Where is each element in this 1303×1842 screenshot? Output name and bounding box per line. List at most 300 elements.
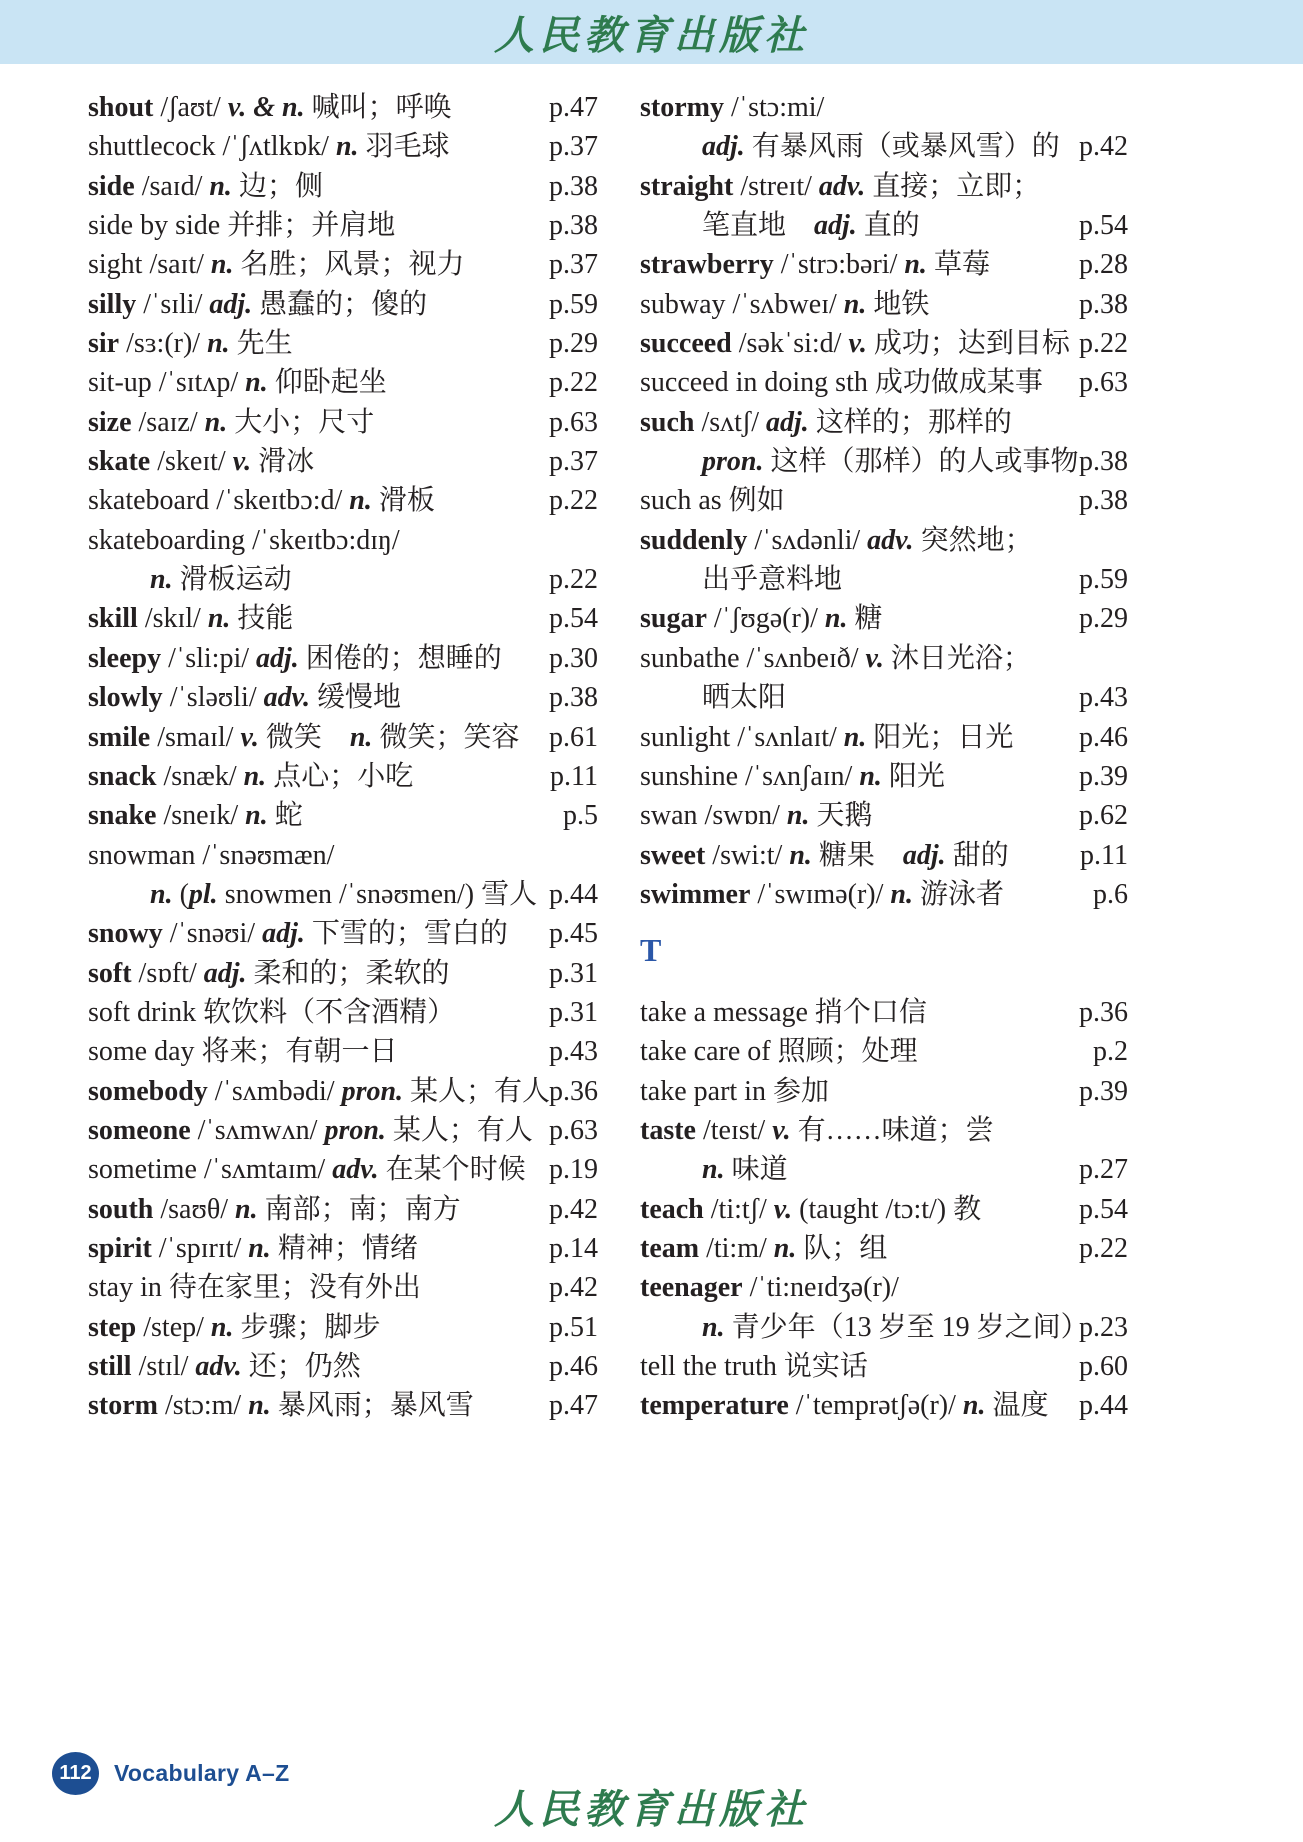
part-of-speech: n. <box>349 721 380 753</box>
chinese-gloss: 青少年（13 岁至 19 岁之间） <box>731 1311 1089 1343</box>
plain-text: succeed in doing sth <box>640 367 875 399</box>
vocab-entry <box>88 599 598 638</box>
vocab-entry <box>640 127 1128 166</box>
part-of-speech: n. <box>150 878 180 910</box>
plain-text: snowman /ˈsnəʊmæn/ <box>88 839 335 871</box>
page-ref: p.39 <box>1079 1075 1128 1107</box>
plain-text: /ti:m/ <box>699 1233 774 1265</box>
vocab-entry <box>640 1111 1128 1150</box>
plain-text: /swi:t/ <box>705 839 790 871</box>
part-of-speech: adj. <box>814 210 864 242</box>
entry-text <box>88 92 452 123</box>
plain-text: /ˈswɪmə(r)/ <box>750 878 891 910</box>
vocab-entry <box>88 127 598 166</box>
page-ref: p.19 <box>549 1154 598 1186</box>
entry-text <box>88 958 450 989</box>
vocab-entry <box>640 1072 1128 1111</box>
part-of-speech: pron. <box>324 1114 393 1146</box>
chinese-gloss: 南部；南；南方 <box>264 1193 461 1225</box>
entry-text <box>88 1272 421 1303</box>
headword: spirit <box>88 1232 152 1264</box>
part-of-speech: n. <box>859 760 889 792</box>
plain-text: side by side <box>88 210 228 242</box>
plain-text: sight /saɪt/ <box>88 249 211 281</box>
part-of-speech: n. <box>702 1154 732 1186</box>
page-ref: p.43 <box>1079 682 1128 714</box>
chinese-gloss: 待在家里；没有外出 <box>168 1272 421 1304</box>
entry-text <box>88 800 303 831</box>
chinese-gloss: 还；仍然 <box>248 1351 361 1382</box>
plain-text: /step/ <box>136 1311 211 1343</box>
part-of-speech: n. <box>204 406 235 438</box>
page-ref: p.27 <box>1079 1154 1128 1186</box>
entry-text <box>702 564 842 595</box>
vocab-entry <box>88 245 598 284</box>
vocab-entry <box>640 836 1128 875</box>
part-of-speech: n. <box>243 760 274 792</box>
vocab-entry <box>88 167 598 206</box>
page-ref: p.63 <box>1079 367 1128 399</box>
page-ref: p.22 <box>549 564 598 596</box>
chinese-gloss: 滑板 <box>378 485 435 517</box>
page-ref: p.30 <box>549 642 598 674</box>
page-ref: p.42 <box>549 1272 598 1304</box>
page-ref: p.61 <box>549 721 598 753</box>
vocab-entry <box>640 1268 1128 1307</box>
chinese-gloss: 喊叫；呼唤 <box>311 92 452 123</box>
vocab-entry <box>640 599 1128 638</box>
entry-text <box>640 1036 918 1067</box>
vocab-entry <box>88 1190 598 1229</box>
section-header <box>640 914 1128 993</box>
vocab-entry <box>88 914 598 953</box>
chinese-gloss: 微笑 <box>265 721 350 753</box>
vocab-entry <box>88 521 598 560</box>
vocab-entry <box>640 88 1128 127</box>
part-of-speech: adv. <box>263 682 317 714</box>
vocab-entry <box>640 481 1128 520</box>
entry-text <box>640 761 945 792</box>
entry-text <box>640 249 990 280</box>
entry-text <box>88 603 293 634</box>
part-of-speech: v. <box>232 446 259 478</box>
publisher-logo-bottom: 人民教育出版社 <box>494 1786 809 1833</box>
headword: south <box>88 1193 154 1225</box>
headword: taste <box>640 1115 696 1147</box>
headword: shout <box>88 92 154 123</box>
headword: storm <box>88 1390 158 1422</box>
entry-text <box>640 367 1043 398</box>
entry-text <box>88 1076 550 1107</box>
entry-text <box>88 1036 398 1067</box>
footer-section-label: Vocabulary A–Z <box>114 1760 290 1786</box>
chinese-gloss: 将来；有朝一日 <box>201 1036 398 1068</box>
plain-text: /saʊθ/ <box>153 1193 236 1225</box>
vocab-entry <box>640 796 1128 835</box>
part-of-speech: v. <box>240 721 266 753</box>
entry-text <box>702 131 1060 162</box>
part-of-speech: adj. <box>702 131 752 163</box>
plain-text: /streɪt/ <box>733 170 819 202</box>
vocab-entry <box>640 875 1128 914</box>
vocab-entry <box>88 954 598 993</box>
chinese-gloss: 边；侧 <box>238 170 323 202</box>
vocab-entry <box>88 88 598 127</box>
vocab-entry <box>640 1229 1128 1268</box>
page-ref: p.60 <box>1079 1351 1128 1383</box>
plain-text: swan /swɒn/ <box>640 800 787 832</box>
vocab-entry <box>640 1150 1128 1189</box>
entry-text <box>88 525 400 556</box>
page-ref: p.59 <box>1079 564 1128 596</box>
page-number-badge: 112 <box>52 1752 99 1795</box>
part-of-speech: n. <box>349 485 379 517</box>
entry-text <box>88 407 374 438</box>
page-ref: p.38 <box>549 210 598 242</box>
vocab-entry <box>640 521 1128 560</box>
page-ref: p.2 <box>1093 1036 1128 1068</box>
chinese-gloss: 名胜；风景；视力 <box>240 249 465 281</box>
entry-text <box>88 722 519 753</box>
plain-text: /ˈsʌmwʌn/ <box>190 1114 325 1146</box>
plain-text: /ˈsʌdənli/ <box>747 524 868 556</box>
chinese-gloss: 天鹅 <box>816 800 873 832</box>
entry-text <box>88 446 314 477</box>
chinese-gloss: 有暴风雨（或暴风雪）的 <box>751 131 1060 163</box>
plain-text: /ti:tʃ/ <box>703 1193 774 1225</box>
part-of-speech: n. <box>824 603 855 635</box>
section-letter: T <box>640 932 662 969</box>
chinese-gloss: 教 <box>953 1193 982 1225</box>
entry-text <box>88 761 413 792</box>
plain-text: sometime /ˈsʌmtaɪm/ <box>88 1154 333 1186</box>
plain-text: /saɪd/ <box>134 170 210 202</box>
part-of-speech: adj. <box>766 406 816 438</box>
chinese-gloss: 这样（那样）的人或事物 <box>770 446 1079 478</box>
page-ref: p.44 <box>549 878 598 910</box>
chinese-gloss: 突然地； <box>920 524 1033 556</box>
vocab-entry <box>88 796 598 835</box>
part-of-speech: n. <box>245 800 275 832</box>
chinese-gloss: 这样的；那样的 <box>815 406 1012 438</box>
chinese-gloss: 羽毛球 <box>365 131 450 163</box>
chinese-gloss: 糖 <box>854 603 883 635</box>
plain-text: /stɔ:m/ <box>157 1390 249 1422</box>
part-of-speech: n. <box>209 170 239 202</box>
vocab-entry <box>640 1190 1128 1229</box>
headword: still <box>88 1351 132 1382</box>
plain-text: stay in <box>88 1272 169 1304</box>
entry-text <box>88 1233 418 1264</box>
chinese-gloss: 点心；小吃 <box>273 760 414 792</box>
chinese-gloss: 下雪的；雪白的 <box>311 918 508 950</box>
headword: sleepy <box>88 642 162 674</box>
plain-text: /saɪz/ <box>131 406 205 438</box>
part-of-speech: adj. <box>256 642 306 674</box>
part-of-speech: n. <box>702 1311 732 1343</box>
chinese-gloss: 说实话 <box>783 1351 868 1383</box>
chinese-gloss: 阳光；日光 <box>873 721 1014 753</box>
headword: slowly <box>88 682 163 714</box>
chinese-gloss: 直的 <box>863 210 920 242</box>
headword: smile <box>88 721 151 753</box>
vocab-entry <box>88 639 598 678</box>
plain-text: take a message <box>640 997 815 1029</box>
vocab-column-left <box>88 88 598 1426</box>
page-ref: p.51 <box>549 1311 598 1343</box>
chinese-gloss: 微笑；笑容 <box>379 721 520 753</box>
plain-text: /ʃaʊt/ <box>153 92 228 123</box>
page-ref: p.36 <box>1079 997 1128 1029</box>
chinese-gloss: 地铁 <box>873 288 930 320</box>
page-ref: p.22 <box>549 367 598 399</box>
page-ref: p.37 <box>549 131 598 163</box>
headword: step <box>88 1311 137 1343</box>
entry-text <box>88 289 427 320</box>
chinese-gloss: 沐日光浴； <box>890 642 1031 674</box>
page-ref: p.14 <box>549 1232 598 1264</box>
vocab-entry <box>88 875 598 914</box>
entry-text <box>88 1390 474 1421</box>
page-ref: p.44 <box>1079 1390 1128 1422</box>
part-of-speech: n. <box>207 328 237 360</box>
entry-text <box>640 1351 868 1382</box>
chinese-gloss: 成功做成某事 <box>874 367 1043 399</box>
chinese-gloss: 晒太阳 <box>702 682 787 714</box>
plain-text: ( <box>179 878 189 910</box>
page-ref: p.37 <box>549 249 598 281</box>
page-ref: p.54 <box>1079 210 1128 242</box>
footer <box>52 1752 289 1795</box>
plain-text: sunbathe /ˈsʌnbeɪð/ <box>640 642 866 674</box>
plain-text: sunshine /ˈsʌnʃaɪn/ <box>640 760 860 792</box>
headword: skill <box>88 603 138 635</box>
part-of-speech: n. <box>248 1390 278 1422</box>
vocab-entry <box>640 1032 1128 1071</box>
vocab-entry <box>640 1308 1128 1347</box>
headword: suddenly <box>640 524 748 556</box>
plain-text: snowmen /ˈsnəʊmen/) <box>224 878 482 910</box>
part-of-speech: n. <box>962 1390 993 1422</box>
page-ref: p.46 <box>1079 721 1128 753</box>
page-ref: p.39 <box>1079 760 1128 792</box>
entry-text <box>640 289 929 320</box>
vocab-entry <box>640 167 1128 206</box>
publisher-logo: 人民教育出版社 <box>494 11 809 59</box>
page-ref: p.46 <box>549 1351 598 1382</box>
plain-text: /ˈsʌmbədi/ <box>207 1075 342 1107</box>
page-ref: p.31 <box>549 996 598 1028</box>
headword: team <box>640 1233 700 1265</box>
plain-text: subway /ˈsʌbweɪ/ <box>640 288 844 320</box>
plain-text: take part in <box>640 1075 773 1107</box>
page-ref: p.22 <box>1079 328 1128 360</box>
headword: snack <box>88 760 157 792</box>
plain-text: /sʌtʃ/ <box>694 406 767 438</box>
page-ref: p.47 <box>549 1390 598 1422</box>
entry-text <box>702 210 920 241</box>
entry-text <box>702 1312 1089 1343</box>
headword: stormy <box>640 92 724 123</box>
part-of-speech: n. <box>207 603 238 635</box>
vocab-entry <box>88 285 598 324</box>
page-ref: p.11 <box>1080 839 1128 871</box>
headword: straight <box>640 170 734 202</box>
chinese-gloss: 精神；情绪 <box>277 1232 418 1264</box>
entry-text <box>640 800 872 831</box>
headword: temperature <box>640 1390 789 1422</box>
page-ref: p.6 <box>1093 878 1128 910</box>
chinese-gloss: 蛇 <box>274 800 303 832</box>
chinese-gloss: 困倦的；想睡的 <box>305 642 502 674</box>
entry-text <box>640 328 1070 359</box>
entry-text <box>88 918 508 949</box>
vocab-entry <box>640 206 1128 245</box>
page-ref: p.22 <box>549 485 598 517</box>
vocab-entry <box>640 324 1128 363</box>
vocab-entry <box>640 363 1128 402</box>
plain-text: /ˈʃʊgə(r)/ <box>706 603 825 635</box>
chinese-gloss: 有……味道；尝 <box>797 1115 994 1147</box>
part-of-speech: n. <box>235 1193 265 1225</box>
page-ref: p.54 <box>549 603 598 635</box>
vocab-entry <box>640 1386 1128 1425</box>
entry-text <box>640 407 1012 438</box>
vocab-entry <box>640 1347 1128 1386</box>
plain-text: such as <box>640 485 729 517</box>
part-of-speech: adj. <box>902 839 953 871</box>
entry-text <box>88 367 387 398</box>
plain-text: shuttlecock /ˈʃʌtlkɒk/ <box>88 131 336 163</box>
part-of-speech: n. <box>248 1232 278 1264</box>
vocab-entry <box>88 993 598 1032</box>
plain-text: /teɪst/ <box>695 1115 773 1147</box>
plain-text: /sɜ:(r)/ <box>119 328 208 360</box>
part-of-speech: v. <box>848 328 874 360</box>
chinese-gloss: 大小；尺寸 <box>234 406 375 438</box>
chinese-gloss: 技能 <box>237 603 294 635</box>
entry-text <box>88 485 435 516</box>
page-ref: p.45 <box>549 918 598 950</box>
part-of-speech: adj. <box>262 918 312 950</box>
vocab-entry <box>88 324 598 363</box>
chinese-gloss: 滑板运动 <box>179 564 292 596</box>
chinese-gloss: 愚蠢的；傻的 <box>259 288 428 320</box>
part-of-speech: adj. <box>203 957 254 989</box>
headword: snake <box>88 800 157 832</box>
entry-text <box>702 446 1078 477</box>
page-ref: p.38 <box>1079 288 1128 320</box>
vocab-entry <box>640 678 1128 717</box>
chinese-gloss: 在某个时候 <box>385 1154 526 1186</box>
part-of-speech: v. <box>772 1115 798 1147</box>
plain-text: tell the truth <box>640 1351 784 1383</box>
page-ref: p.23 <box>1079 1311 1128 1343</box>
chinese-gloss: 出乎意料地 <box>702 564 843 596</box>
entry-text <box>88 328 293 359</box>
entry-text <box>88 1154 526 1185</box>
page-ref: p.29 <box>549 328 598 360</box>
entry-text <box>88 1351 361 1382</box>
chinese-gloss: 雪人 <box>481 878 538 910</box>
headword: side <box>88 170 135 202</box>
part-of-speech: v. <box>865 642 891 674</box>
page-ref: p.38 <box>549 682 598 714</box>
vocab-entry <box>640 993 1128 1032</box>
entry-text <box>702 682 786 713</box>
chinese-gloss: 并排；并肩地 <box>227 210 396 242</box>
vocab-entry <box>88 1268 598 1307</box>
chinese-gloss: 温度 <box>992 1390 1049 1422</box>
part-of-speech: n. <box>843 721 874 753</box>
chinese-gloss: 软饮料（不含酒精） <box>203 996 456 1028</box>
part-of-speech: pron. <box>341 1075 411 1107</box>
part-of-speech: n. <box>773 1233 804 1265</box>
page-ref: p.28 <box>1079 249 1128 281</box>
part-of-speech: n. <box>150 564 180 596</box>
headword: somebody <box>88 1075 208 1107</box>
vocab-entry <box>88 718 598 757</box>
chinese-gloss: 游泳者 <box>919 878 1004 910</box>
page-ref: p.59 <box>549 288 598 320</box>
chinese-gloss: 暴风雨；暴风雪 <box>277 1390 474 1422</box>
vocab-entry <box>88 560 598 599</box>
headword: skate <box>88 446 151 478</box>
entry-text <box>640 1233 887 1264</box>
entry-text <box>640 997 927 1028</box>
chinese-gloss: 滑冰 <box>258 446 315 478</box>
page-ref: p.54 <box>1079 1193 1128 1225</box>
plain-text: skateboard /ˈskeɪtbɔ:d/ <box>88 485 350 517</box>
plain-text: /ˈti:neɪdʒə(r)/ <box>742 1272 899 1304</box>
page-ref: p.11 <box>550 760 598 792</box>
entry-text <box>640 643 1031 674</box>
plain-text: /ˈsɪli/ <box>136 288 210 320</box>
vocab-entry <box>640 285 1128 324</box>
plain-text: skateboarding /ˈskeɪtbɔ:dɪŋ/ <box>88 524 400 556</box>
part-of-speech: pl. <box>188 878 225 910</box>
chinese-gloss: 仰卧起坐 <box>274 367 387 399</box>
vocab-column-right <box>640 88 1128 1426</box>
plain-text: /smaɪl/ <box>150 721 241 753</box>
headword: succeed <box>640 328 732 360</box>
plain-text: take care of <box>640 1036 778 1068</box>
page-ref: p.63 <box>549 406 598 438</box>
entry-text <box>640 1194 981 1225</box>
chinese-gloss: 成功；达到目标 <box>873 328 1070 360</box>
entry-text <box>88 1194 461 1225</box>
entry-text <box>640 171 1040 202</box>
page-ref: p.36 <box>549 1075 598 1107</box>
chinese-gloss: 队；组 <box>803 1233 888 1265</box>
vocab-entry <box>88 1072 598 1111</box>
chinese-gloss: 直接；立即； <box>872 170 1041 202</box>
vocab-entry <box>640 560 1128 599</box>
vocab-entry <box>640 442 1128 481</box>
part-of-speech: pron. <box>702 446 771 478</box>
vocab-entry <box>88 206 598 245</box>
vocab-entry <box>88 678 598 717</box>
entry-text <box>640 92 824 123</box>
part-of-speech: n. <box>843 288 874 320</box>
headword: someone <box>88 1114 191 1146</box>
headword: strawberry <box>640 249 774 281</box>
page-ref: p.5 <box>563 800 598 832</box>
entry-text <box>88 643 502 674</box>
header-band <box>0 0 1303 64</box>
entry-text <box>88 1312 381 1343</box>
headword: snowy <box>88 918 163 950</box>
